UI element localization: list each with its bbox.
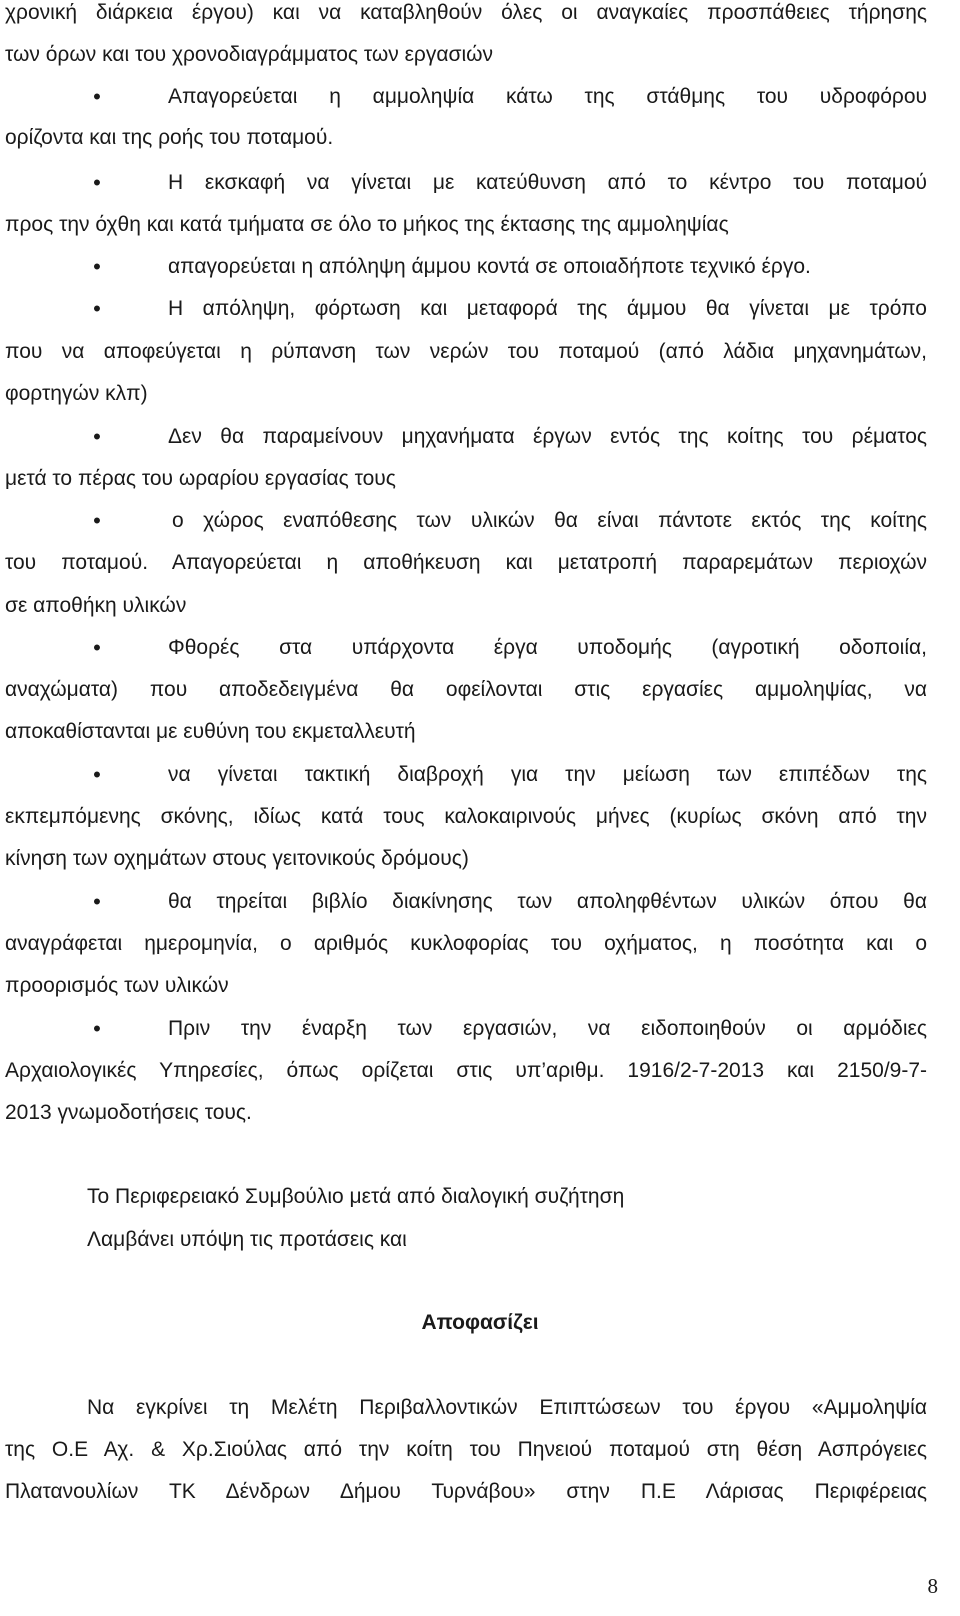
text-line: αποκαθίστανται με ευθύνη του εκμεταλλευτή: [5, 720, 416, 743]
text-line: Απαγορεύεται η αμμοληψία κάτω της στάθμης του υδροφόρου: [168, 85, 927, 108]
text-line: προς την όχθη και κατά τμήματα σε όλο το μήκος της έκτασης της αμμοληψίας: [5, 213, 729, 236]
text-line: κίνηση των οχημάτων στους γειτονικούς δρόμους): [5, 847, 469, 870]
text-line: Δεν θα παραμείνουν μηχανήματα έργων εντός της κοίτης του ρέματος: [168, 425, 927, 448]
bullet-icon: •: [93, 84, 101, 109]
text-line: της Ο.Ε Αχ. & Χρ.Σιούλας από την κοίτη του Πηνειού ποταμού στη θέση Ασπρόγειες: [5, 1438, 927, 1461]
text-line: Λαμβάνει υπόψη τις προτάσεις και: [87, 1228, 407, 1251]
text-line: Αρχαιολογικές Υπηρεσίες, όπως ορίζεται στις υπ’αριθμ. 1916/2-7-2013 και 2150/9-7-: [5, 1059, 927, 1082]
bullet-icon: •: [93, 635, 101, 660]
page-number: 8: [927, 1574, 938, 1598]
text-line: Φθορές στα υπάρχοντα έργα υποδομής (αγροτική οδοποιία,: [168, 636, 927, 659]
text-line: Η απόληψη, φόρτωση και μεταφορά της άμμου θα γίνεται με τρόπο: [168, 297, 927, 320]
text-line: Να εγκρίνει τη Μελέτη Περιβαλλοντικών Επιπτώσεων του έργου «Αμμοληψία: [87, 1396, 927, 1419]
text-line: 2013 γνωμοδοτήσεις τους.: [5, 1101, 252, 1124]
text-line: που να αποφεύγεται η ρύπανση των νερών του ποταμού (από λάδια μηχανημάτων,: [5, 340, 927, 363]
bullet-icon: •: [93, 296, 101, 321]
text-line: χρονική διάρκεια έργου) και να καταβληθούν όλες οι αναγκαίες προσπάθειες τήρησης: [5, 1, 927, 24]
text-line: του ποταμού. Απαγορεύεται η αποθήκευση και μετατροπή παραρεμάτων περιοχών: [5, 551, 927, 574]
text-line: ο χώρος εναπόθεσης των υλικών θα είναι πάντοτε εκτός της κοίτης: [172, 509, 927, 532]
text-line: Πριν την έναρξη των εργασιών, να ειδοποιηθούν οι αρμόδιες: [168, 1017, 927, 1040]
decision-heading: Αποφασίζει: [421, 1311, 539, 1334]
text-line: απαγορεύεται η απόληψη άμμου κοντά σε οποιαδήποτε τεχνικό έργο.: [168, 255, 811, 278]
bullet-icon: •: [93, 762, 101, 787]
text-line: Το Περιφερειακό Συμβούλιο μετά από διαλογική συζήτηση: [87, 1185, 625, 1208]
bullet-icon: •: [93, 508, 101, 533]
text-line: εκπεμπόμενης σκόνης, ιδίως κατά τους καλοκαιρινούς μήνες (κυρίως σκόνη από την: [5, 805, 927, 828]
text-line: μετά το πέρας του ωραρίου εργασίας τους: [5, 467, 396, 490]
text-line: Πλατανουλίων ΤΚ Δένδρων Δήμου Τυρνάβου» στην Π.Ε Λάρισας Περιφέρειας: [5, 1480, 927, 1503]
text-line: Η εκσκαφή να γίνεται με κατεύθυνση από το κέντρο του ποταμού: [168, 171, 927, 194]
text-line: των όρων και του χρονοδιαγράμματος των εργασιών: [5, 43, 494, 66]
bullet-icon: •: [93, 254, 101, 279]
text-line: να γίνεται τακτική διαβροχή για την μείωση των επιπέδων της: [168, 763, 927, 786]
text-line: θα τηρείται βιβλίο διακίνησης των αποληφθέντων υλικών όπου θα: [168, 890, 927, 913]
text-line: σε αποθήκη υλικών: [5, 594, 187, 617]
bullet-icon: •: [93, 170, 101, 195]
text-line: αναγράφεται ημερομηνία, ο αριθμός κυκλοφορίας του οχήματος, η ποσότητα και ο: [5, 932, 927, 955]
text-line: φορτηγών κλπ): [5, 382, 148, 405]
text-line: αναχώματα) που αποδεδειγμένα θα οφείλονται στις εργασίες αμμοληψίας, να: [5, 678, 927, 701]
text-line: ορίζοντα και της ροής του ποταμού.: [5, 126, 334, 149]
bullet-icon: •: [93, 889, 101, 914]
text-line: προορισμός των υλικών: [5, 974, 229, 997]
bullet-icon: •: [93, 1016, 101, 1041]
bullet-icon: •: [93, 424, 101, 449]
